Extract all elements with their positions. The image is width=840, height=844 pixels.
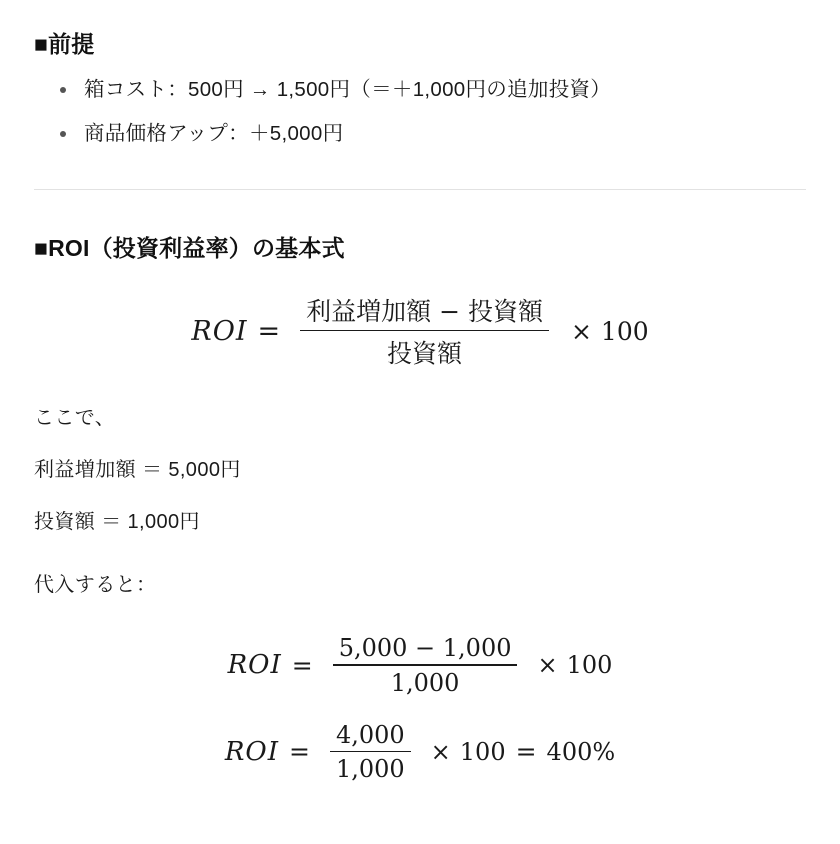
fraction-denominator: 1,000 [390, 668, 460, 697]
formula-lhs: ROI [224, 736, 279, 767]
formula-result-value: 400% [546, 737, 616, 766]
roi-substituted-formula [34, 634, 806, 696]
formula-fraction [330, 721, 411, 783]
fraction-denominator: 1,000 [335, 755, 405, 784]
list-item-text: 商品価格アップ：＋5,000円 [84, 121, 344, 145]
definition-investment: 投資額 ＝ 1,000円 [34, 511, 200, 534]
bullet-dot-icon [60, 87, 66, 93]
formula-fraction [300, 292, 549, 370]
roi-result-formula [34, 721, 806, 783]
list-item-text: 箱コスト：500円 → 1,500円（＝＋1,000円の追加投資） [84, 78, 612, 102]
where-label: ここで、 [34, 407, 116, 430]
formula-multiplier: 100 [459, 737, 506, 766]
formula-equals: = [291, 650, 313, 680]
formula-multiplier: 100 [600, 316, 649, 346]
premise-bullet-list [34, 74, 806, 150]
formula-lhs: ROI [227, 650, 282, 681]
formula-multiplier: 100 [566, 651, 613, 680]
list-item [34, 118, 806, 150]
section-divider [34, 189, 806, 190]
fraction-denominator: 投資額 [387, 339, 463, 369]
formula-lhs: ROI [191, 315, 248, 347]
formula-fraction [333, 634, 518, 696]
formula-equals: = [289, 737, 310, 767]
premise-heading: ■前提 [34, 31, 95, 57]
list-item [34, 74, 806, 106]
fraction-numerator: 4,000 [335, 720, 405, 749]
roi-main-formula [34, 292, 806, 370]
formula-times-symbol: × [537, 651, 558, 680]
substitute-label: 代入すると： [34, 574, 157, 597]
formula-equals-second: = [515, 737, 537, 767]
fraction-numerator: 5,000 − 1,000 [338, 634, 512, 663]
formula-equals: = [257, 315, 281, 347]
formula-times-symbol: × [570, 316, 592, 346]
definition-profit-increase: 利益増加額 ＝ 5,000円 [34, 459, 241, 482]
bullet-dot-icon [60, 131, 66, 137]
formula-times-symbol: × [430, 737, 451, 766]
roi-heading: ■ROI（投資利益率）の基本式 [34, 234, 345, 261]
fraction-numerator: 利益増加額 − 投資額 [306, 296, 543, 326]
